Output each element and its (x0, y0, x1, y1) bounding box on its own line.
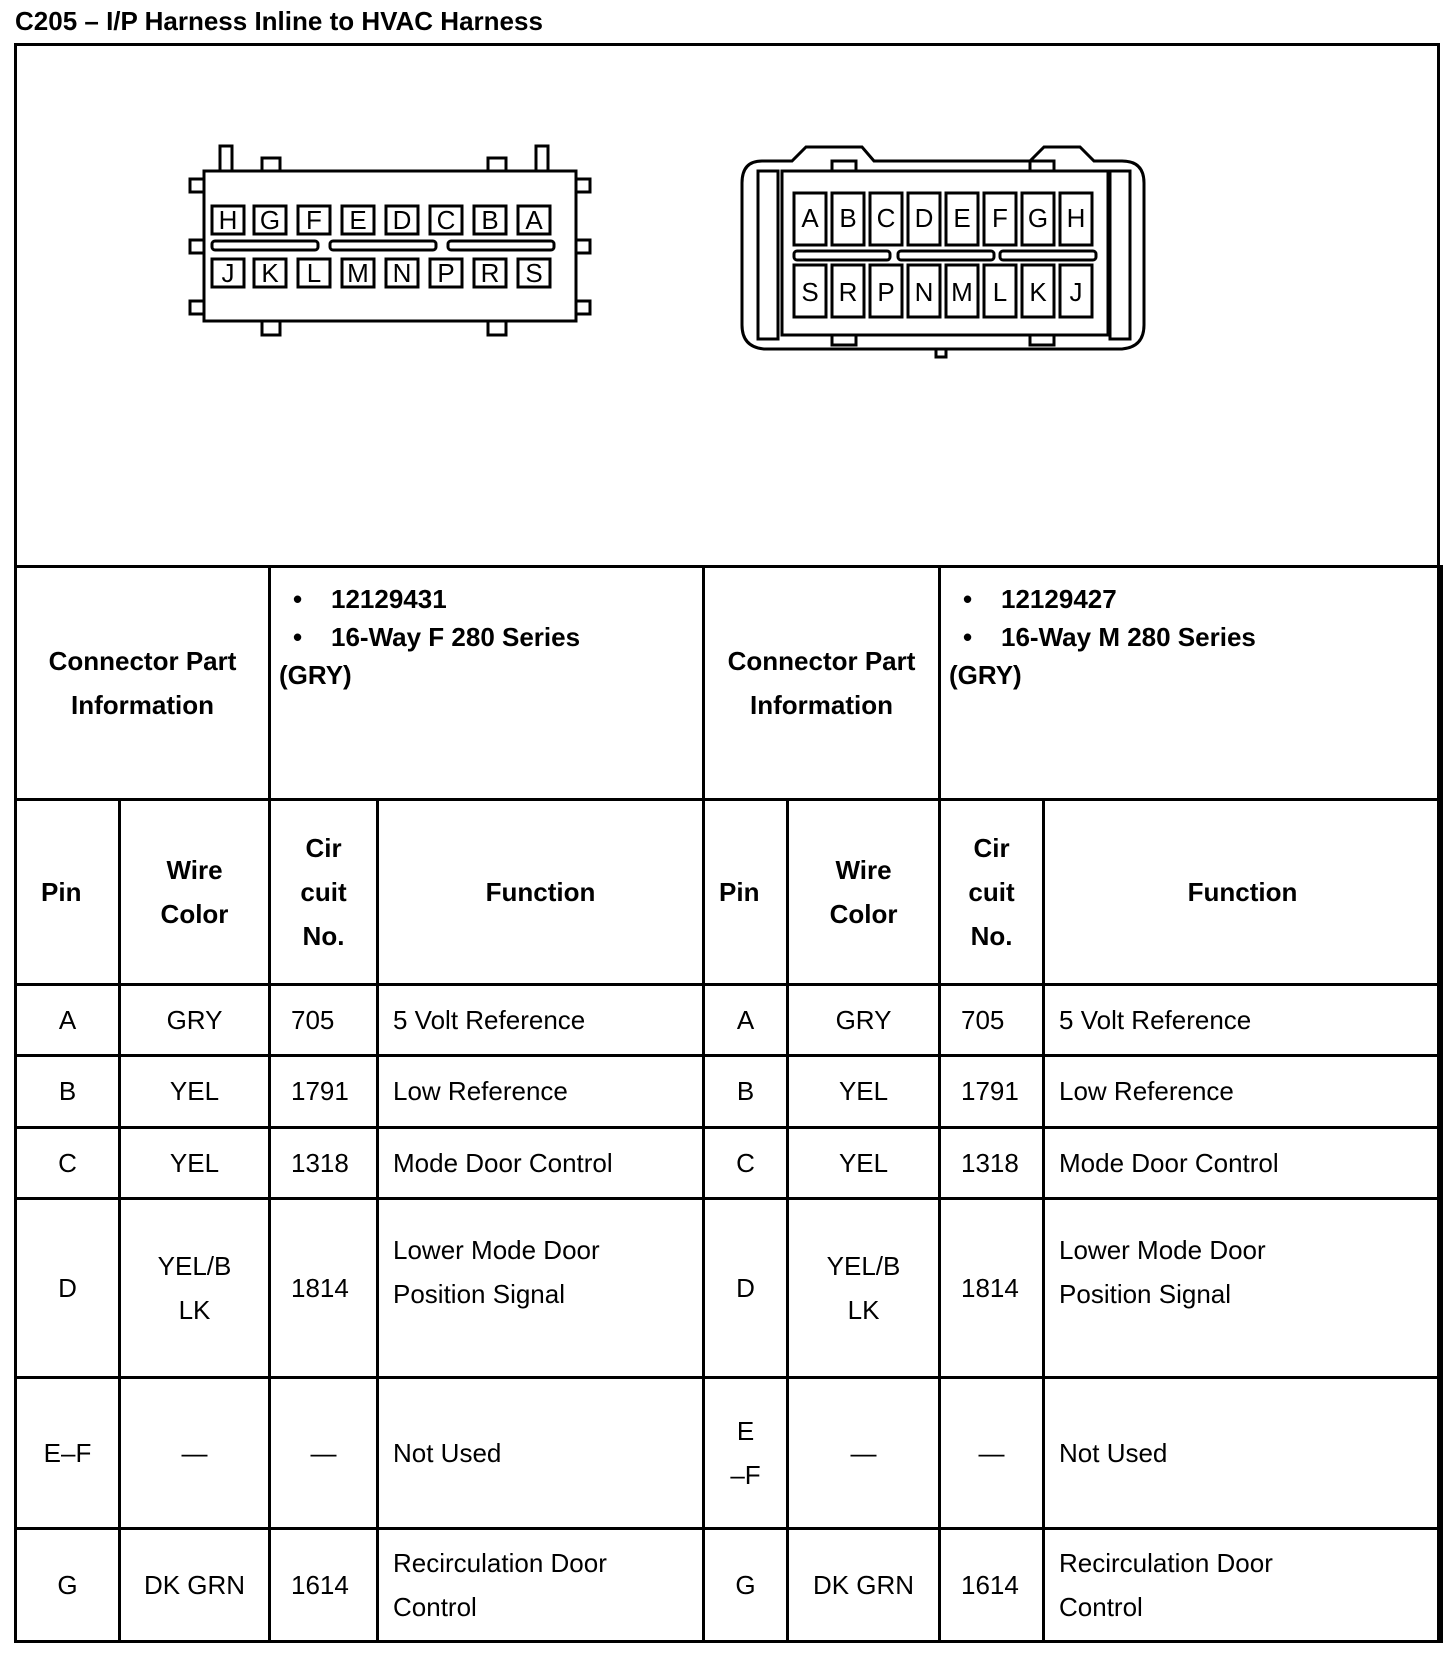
left-function: Not Used (378, 1377, 704, 1528)
right-part-number: • 12129427 (963, 584, 1117, 614)
right-pin: A (704, 985, 788, 1056)
male-pin-label: C (876, 203, 896, 233)
right-color: (GRY) (949, 660, 1022, 690)
right-wire-color: YEL (788, 1127, 940, 1198)
male-pin-label: A (801, 203, 819, 233)
right-function: Recirculation Door Control (1044, 1528, 1442, 1641)
left-function: 5 Volt Reference (378, 985, 704, 1056)
male-pin-label: M (951, 277, 973, 307)
connector-info-row (16, 567, 1442, 800)
left-circuit: 1791 (270, 1056, 378, 1127)
right-wire-color: YEL/B LK (788, 1198, 940, 1377)
female-pin-label: P (437, 258, 455, 288)
left-wire-color: DK GRN (120, 1528, 270, 1641)
male-pin-label: L (992, 277, 1008, 307)
female-pin-label: S (525, 258, 543, 288)
left-wire-color: YEL (120, 1127, 270, 1198)
right-circuit: — (940, 1377, 1044, 1528)
female-pin-label: B (481, 205, 499, 235)
table-row (16, 1056, 1442, 1127)
column-header-row (16, 800, 1442, 985)
left-pin-header: Pin (16, 800, 120, 985)
female-pin-label: J (221, 258, 235, 288)
male-pin-label: R (838, 277, 858, 307)
left-pin: E–F (16, 1377, 120, 1528)
female-pin-label: A (525, 205, 543, 235)
left-wire-header: Wire Color (120, 800, 270, 985)
left-circuit: 1614 (270, 1528, 378, 1641)
right-part-info (940, 567, 1442, 800)
left-circuit: 1318 (270, 1127, 378, 1198)
table-row (16, 1377, 1442, 1528)
left-function: Recirculation Door Control (378, 1528, 704, 1641)
right-wire-color: — (788, 1377, 940, 1528)
left-circuit: — (270, 1377, 378, 1528)
left-pin: C (16, 1127, 120, 1198)
left-pin: A (16, 985, 120, 1056)
male-pin-label: K (1029, 277, 1047, 307)
left-circuit: 1814 (270, 1198, 378, 1377)
left-series: • 16-Way F 280 Series (293, 622, 581, 652)
right-circuit: 1614 (940, 1528, 1044, 1641)
left-function: Lower Mode Door Position Signal (378, 1198, 704, 1377)
right-pin-header: Pin (704, 800, 788, 985)
left-circuit: 705 (270, 985, 378, 1056)
right-function: Mode Door Control (1044, 1127, 1442, 1198)
female-connector-drawing (190, 146, 590, 335)
right-circuit: 1814 (940, 1198, 1044, 1377)
right-function: Not Used (1044, 1377, 1442, 1528)
left-wire-color: — (120, 1377, 270, 1528)
left-function-header: Function (378, 800, 704, 985)
left-function: Mode Door Control (378, 1127, 704, 1198)
connector-diagram (14, 43, 1440, 565)
female-pin-label: H (218, 205, 238, 235)
male-pin-label: N (914, 277, 934, 307)
male-pin-label: H (1066, 203, 1086, 233)
male-pin-label: E (953, 203, 971, 233)
female-pin-label: G (259, 205, 281, 235)
table-row (16, 1127, 1442, 1198)
female-pin-label: F (306, 205, 322, 235)
right-circuit: 705 (940, 985, 1044, 1056)
right-circuit: 1318 (940, 1127, 1044, 1198)
female-pin-label: D (392, 205, 412, 235)
table-row (16, 1528, 1442, 1641)
left-part-info (270, 567, 704, 800)
right-function: Low Reference (1044, 1056, 1442, 1127)
left-info-label: Connector Part Information (16, 567, 270, 800)
pinout-table (14, 565, 1443, 1643)
table-row (16, 1198, 1442, 1377)
female-pin-label: R (480, 258, 500, 288)
female-pin-label: L (306, 258, 322, 288)
right-wire-color: DK GRN (788, 1528, 940, 1641)
right-pin: G (704, 1528, 788, 1641)
male-connector-drawing (742, 147, 1144, 357)
left-pin: B (16, 1056, 120, 1127)
left-function: Low Reference (378, 1056, 704, 1127)
male-pin-label: P (877, 277, 895, 307)
male-pin-label: F (992, 203, 1008, 233)
left-wire-color: YEL (120, 1056, 270, 1127)
right-pin: B (704, 1056, 788, 1127)
female-pin-label: E (349, 205, 367, 235)
left-part-number: • 12129431 (293, 584, 447, 614)
right-function: Lower Mode Door Position Signal (1044, 1198, 1442, 1377)
left-circuit-header: Cir cuit No. (270, 800, 378, 985)
right-wire-color: YEL (788, 1056, 940, 1127)
left-pin: D (16, 1198, 120, 1377)
male-pin-label: D (914, 203, 934, 233)
left-pin: G (16, 1528, 120, 1641)
left-wire-color: YEL/B LK (120, 1198, 270, 1377)
right-info-label: Connector Part Information (704, 567, 940, 800)
table-row (16, 985, 1442, 1056)
male-pin-label: S (801, 277, 819, 307)
right-function: 5 Volt Reference (1044, 985, 1442, 1056)
female-pin-label: N (392, 258, 412, 288)
right-wire-color: GRY (788, 985, 940, 1056)
male-pin-label: J (1069, 277, 1083, 307)
right-pin: C (704, 1127, 788, 1198)
left-color: (GRY) (279, 660, 352, 690)
right-circuit-header: Cir cuit No. (940, 800, 1044, 985)
right-function-header: Function (1044, 800, 1442, 985)
page-title: C205 – I/P Harness Inline to HVAC Harness (15, 6, 543, 36)
female-pin-label: M (347, 258, 369, 288)
right-pin: E –F (704, 1377, 788, 1528)
left-wire-color: GRY (120, 985, 270, 1056)
right-pin: D (704, 1198, 788, 1377)
female-pin-label: C (436, 205, 456, 235)
female-pin-label: K (261, 258, 279, 288)
male-pin-label: G (1027, 203, 1049, 233)
right-circuit: 1791 (940, 1056, 1044, 1127)
male-pin-label: B (839, 203, 857, 233)
right-wire-header: Wire Color (788, 800, 940, 985)
right-series: • 16-Way M 280 Series (963, 622, 1256, 652)
